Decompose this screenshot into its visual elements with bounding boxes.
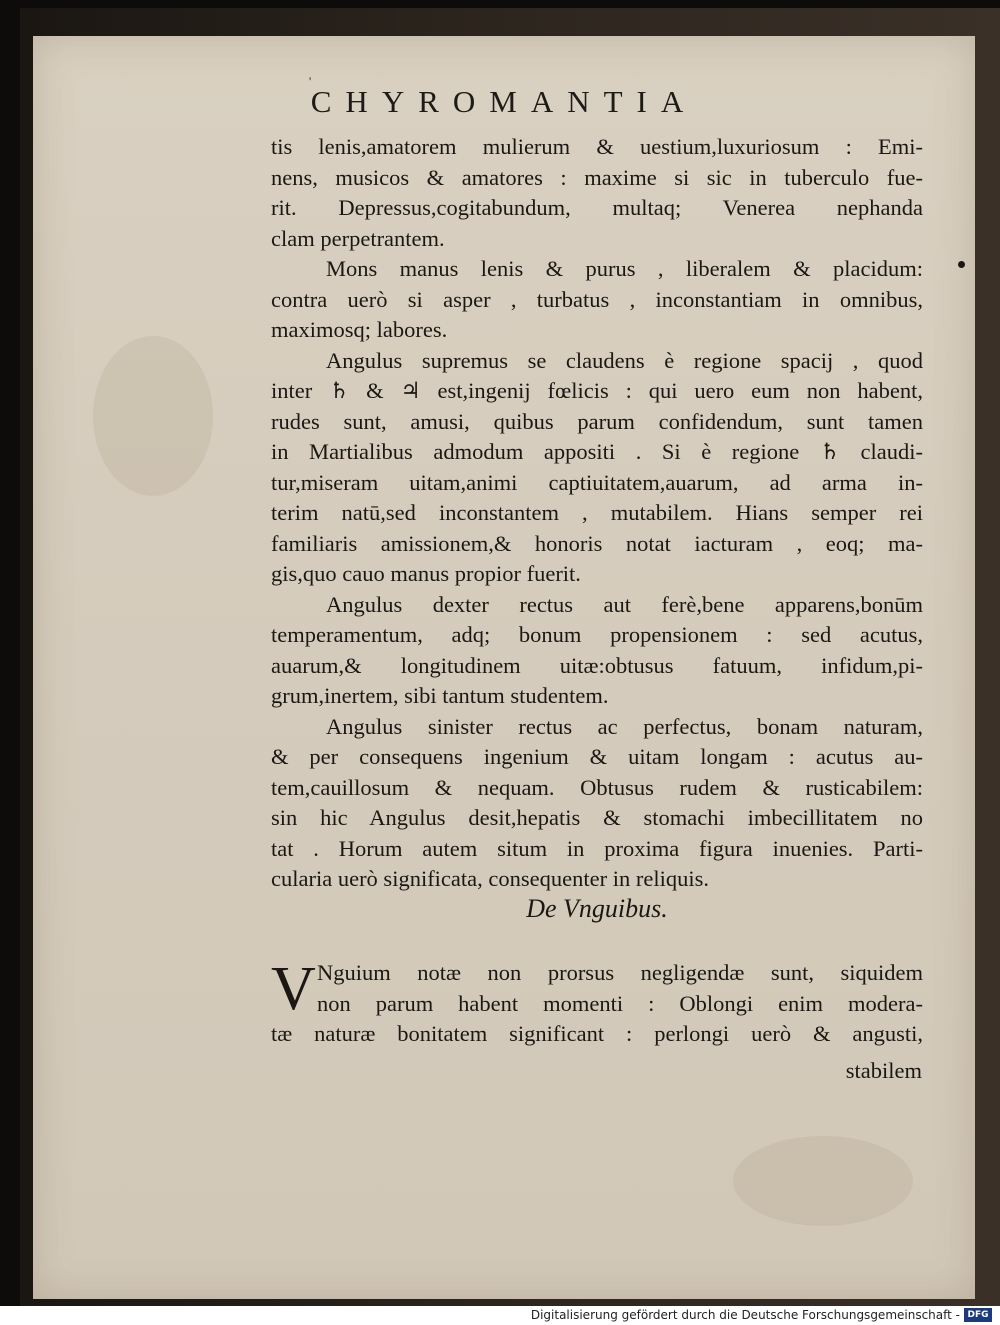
text-line: tat . Horum autem situm in proxima figura inuenies. Parti- bbox=[271, 835, 923, 861]
text-line: Angulus supremus se claudens è regione spacij , quod bbox=[326, 347, 923, 373]
text-line: tæ naturæ bonitatem significant : perlongi uerò & angusti, bbox=[271, 1021, 923, 1046]
text-line: Nguium notæ non prorsus negligendæ sunt, siquidem bbox=[317, 960, 923, 985]
book-page bbox=[33, 36, 975, 1299]
text-line: familiaris amissionem,& honoris notat iacturam , eoq; ma- bbox=[271, 530, 923, 556]
running-head bbox=[33, 74, 975, 120]
initial-letter: V bbox=[271, 955, 316, 1023]
text-line: tem,cauillosum & nequam. Obtusus rudem & rusticabilem: bbox=[271, 774, 923, 800]
text-line: sin hic Angulus desit,hepatis & stomachi imbecillitatem no bbox=[271, 805, 923, 830]
text-line: rudes sunt, amusi, quibus parum confidendum, sunt tamen bbox=[271, 408, 923, 434]
text-line: Angulus dexter rectus aut ferè,bene apparens,bonūm bbox=[326, 591, 923, 617]
catchword: stabilem bbox=[845, 1058, 922, 1083]
dfg-logo: DFG bbox=[964, 1308, 992, 1322]
text-line: Angulus sinister rectus ac perfectus, bonam naturam, bbox=[326, 713, 923, 739]
margin-dot bbox=[958, 261, 965, 268]
text-line: gis,quo cauo manus propior fuerit. bbox=[271, 561, 581, 586]
paper-stain bbox=[93, 336, 213, 496]
text-line: tur,miseram uitam,animi captiuitatem,auarum, ad arma in- bbox=[271, 469, 923, 495]
text-line: nens, musicos & amatores : maxime si sic in tuberculo fue- bbox=[271, 164, 923, 190]
section-heading: De Vnguibus. bbox=[526, 894, 668, 923]
paper-stain bbox=[733, 1136, 913, 1226]
footer-bar bbox=[0, 1306, 1000, 1325]
text-line: maximosq; labores. bbox=[271, 317, 448, 342]
footer-credit: Digitalisierung gefördert durch die Deutsche Forschungsgemeinschaft - bbox=[530, 1308, 960, 1322]
text-line: rit. Depressus,cogitabundum, multaq; Venerea nephanda bbox=[271, 195, 923, 220]
text-line: cularia uerò significata, consequenter in reliquis. bbox=[271, 866, 709, 891]
text-line: inter ♄ & ♃ est,ingenij fœlicis : qui uero eum non habent, bbox=[271, 378, 923, 403]
text-line: in Martialibus admodum appositi . Si è regione ♄ claudi- bbox=[271, 439, 923, 464]
text-line: grum,inertem, sibi tantum studentem. bbox=[271, 683, 609, 708]
text-line: temperamentum, adq; bonum propensionem : sed acutus, bbox=[271, 622, 923, 647]
text-line: terim natū,sed inconstantem , mutabilem. Hians semper rei bbox=[271, 500, 923, 525]
text-line: contra uerò si asper , turbatus , inconstantiam in omnibus, bbox=[271, 286, 923, 312]
text-line: & per consequens ingenium & uitam longam : acutus au- bbox=[271, 744, 923, 769]
text-line: auarum,& longitudinem uitæ:obtusus fatuum, infidum,pi- bbox=[271, 652, 923, 678]
text-line: tis lenis,amatorem mulierum & uestium,luxuriosum : Emi- bbox=[271, 134, 923, 159]
text-line: non parum habent momenti : Oblongi enim modera- bbox=[317, 990, 923, 1016]
running-head-text: CHYROMANTIA bbox=[310, 84, 698, 119]
head-mark: ' bbox=[309, 74, 312, 88]
text-line: Mons manus lenis & purus , liberalem & placidum: bbox=[326, 256, 923, 281]
text-line: clam perpetrantem. bbox=[271, 225, 445, 251]
